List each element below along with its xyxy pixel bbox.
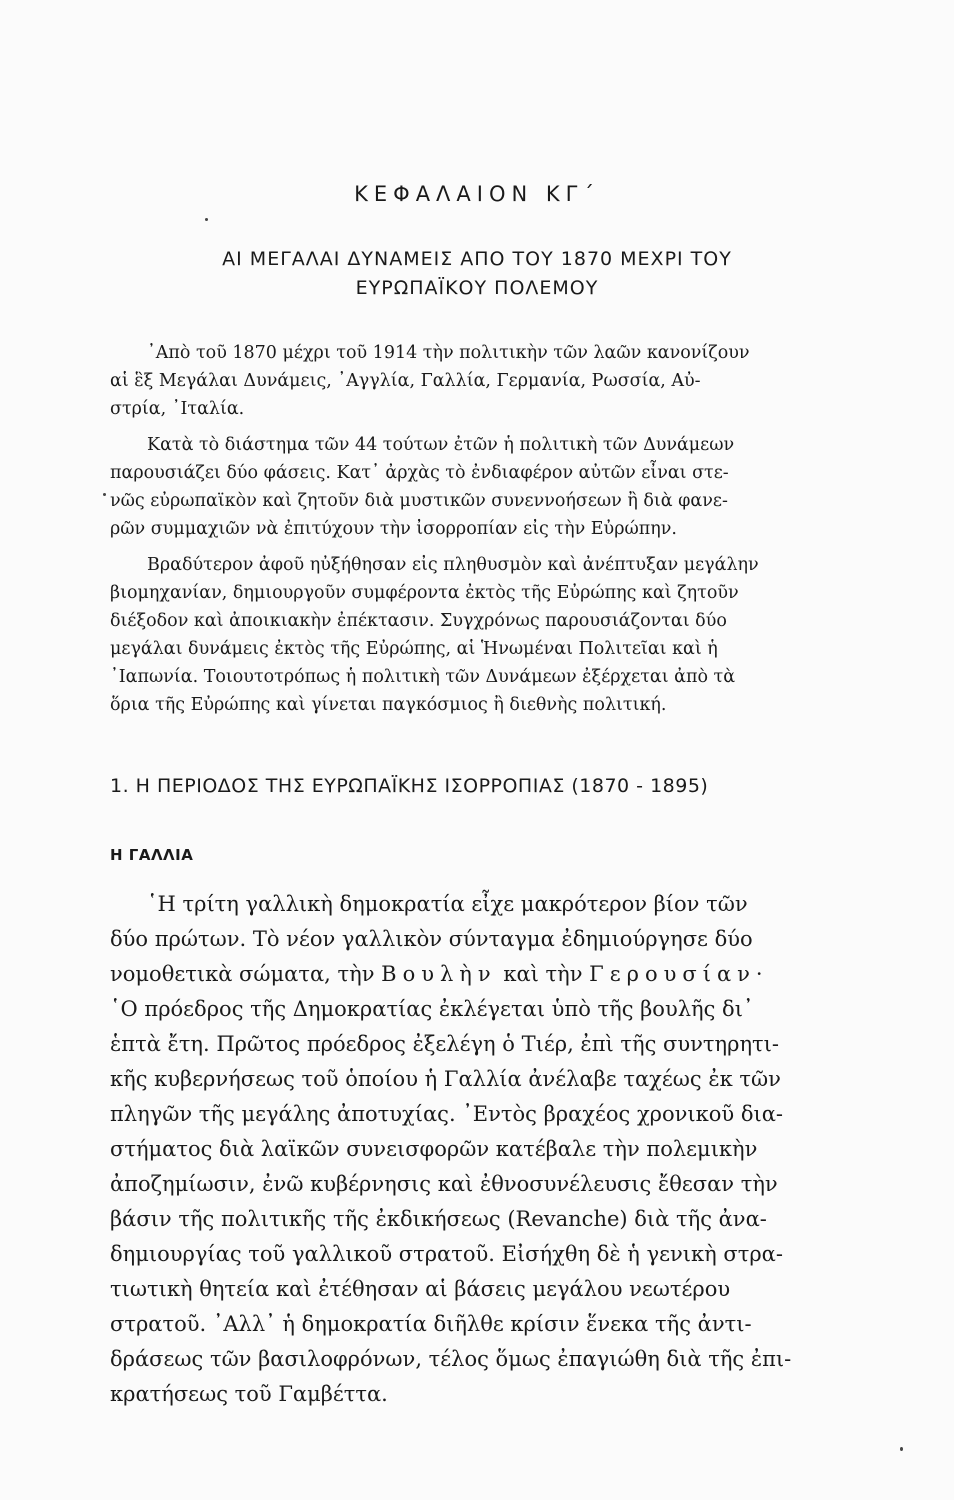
section-title: 1. Η ΠΕΡΙΟΔΟΣ ΤΗΣ ΕΥΡΩΠΑΪΚΗΣ ΙΣΟΡΡΟΠΙΑΣ (1870 - 1895) xyxy=(110,775,709,797)
body-line: ῾Ο πρόεδρος τῆς Δημοκρατίας ἐκλέγεται ὑπὸ τῆς βουλῆς δι᾿ xyxy=(110,997,754,1021)
intro-line: στρία, ᾿Ιταλία. xyxy=(110,399,245,419)
intro-line: διέξοδον καὶ ἀποικιακὴν ἐπέκτασιν. Συγχρόνως παρουσιάζονται δύο xyxy=(110,611,727,631)
intro-line: μεγάλαι δυνάμεις ἐκτὸς τῆς Εὐρώπης, αἱ Ἡνωμέναι Πολιτεῖαι καὶ ἡ xyxy=(110,639,718,659)
scan-speck xyxy=(103,493,106,496)
body-line: ἑπτὰ ἔτη. Πρῶτος πρόεδρος ἐξελέγη ὁ Τιέρ, ἐπὶ τῆς συντηρητι- xyxy=(110,1032,779,1056)
intro-line: ὅρια τῆς Εὐρώπης καὶ γίνεται παγκόσμιος ἢ διεθνὴς πολιτική. xyxy=(110,695,667,715)
body-line: ῾Η τρίτη γαλλικὴ δημοκρατία εἶχε μακρότερον βίον τῶν xyxy=(147,892,748,916)
body-line: δράσεως τῶν βασιλοφρόνων, τέλος ὅμως ἐπαγιώθη διὰ τῆς ἐπι- xyxy=(110,1347,792,1371)
body-line: τιωτικὴ θητεία καὶ ἐτέθησαν αἱ βάσεις μεγάλου νεωτέρου xyxy=(110,1277,731,1301)
body-line: πληγῶν τῆς μεγάλης ἀποτυχίας. ᾿Εντὸς βραχέος χρονικοῦ δια- xyxy=(110,1102,784,1126)
body-text-span: καὶ τὴν xyxy=(496,962,590,986)
emphasis-boule: Βουλὴν xyxy=(381,962,497,986)
body-line: δύο πρώτων. Τὸ νέον γαλλικὸν σύνταγμα ἐδημιούργησε δύο xyxy=(110,927,753,951)
body-line: κῆς κυβερνήσεως τοῦ ὁποίου ἡ Γαλλία ἀνέλαβε ταχέως ἐκ τῶν xyxy=(110,1067,781,1091)
body-line: στήματος διὰ λαϊκῶν συνεισφορῶν κατέβαλε τὴν πολεμικὴν xyxy=(110,1137,758,1161)
intro-line: Κατὰ τὸ διάστημα τῶν 44 τούτων ἐτῶν ἡ πολιτικὴ τῶν Δυνάμεων xyxy=(147,435,735,455)
scan-speck xyxy=(900,1447,903,1451)
intro-line: νῶς εὐρωπαϊκὸν καὶ ζητοῦν διὰ μυστικῶν συνεννοήσεων ἢ διὰ φανε- xyxy=(110,491,728,511)
intro-line: ρῶν συμμαχιῶν νὰ ἐπιτύχουν τὴν ἰσορροπίαν εἰς τὴν Εὐρώπην. xyxy=(110,519,677,539)
intro-line: Βραδύτερον ἀφοῦ ηὐξήθησαν εἰς πληθυσμὸν καὶ ἀνέπτυξαν μεγάλην xyxy=(147,555,759,575)
intro-line: παρουσιάζει δύο φάσεις. Κατ᾿ ἀρχὰς τὸ ἐνδιαφέρον αὐτῶν εἶναι στε- xyxy=(110,463,729,483)
intro-line: αἱ ἓξ Μεγάλαι Δυνάμεις, ᾿Αγγλία, Γαλλία, Γερμανία, Ρωσσία, Αὐ- xyxy=(110,371,701,391)
subsection-title: Η ΓΑΛΛΙΑ xyxy=(110,846,194,864)
chapter-title: ΚΕΦΑΛΑΙΟΝ ΚΓ΄ xyxy=(354,182,600,206)
body-line: κρατήσεως τοῦ Γαμβέττα. xyxy=(110,1382,388,1406)
intro-line: βιομηχανίαν, δημιουργοῦν συμφέροντα ἐκτὸς τῆς Εὐρώπης καὶ ζητοῦν xyxy=(110,583,739,603)
intro-line: ᾿Απὸ τοῦ 1870 μέχρι τοῦ 1914 τὴν πολιτικὴν τῶν λαῶν κανονίζουν xyxy=(147,343,750,363)
body-text-span: νομοθετικὰ σώματα, τὴν xyxy=(110,962,382,986)
intro-line: ᾿Ιαπωνία. Τοιουτοτρόπως ἡ πολιτικὴ τῶν Δυνάμεων ἐξέρχεται ἀπὸ τὰ xyxy=(110,667,736,687)
body-line: στρατοῦ. ᾿Αλλ᾿ ἡ δημοκρατία διῆλθε κρίσιν ἕνεκα τῆς ἀντι- xyxy=(110,1312,752,1336)
chapter-heading-line-1: ΑΙ ΜΕΓΑΛΑΙ ΔΥΝΑΜΕΙΣ ΑΠΟ ΤΟΥ 1870 ΜΕΧΡΙ ΤΟΥ xyxy=(222,248,732,270)
body-line: ἀποζημίωσιν, ἐνῶ κυβέρνησις καὶ ἐθνοσυνέλευσις ἔθεσαν τὴν xyxy=(110,1172,778,1196)
body-line: βάσιν τῆς πολιτικῆς τῆς ἐκδικήσεως (Revanche) διὰ τῆς ἀνα- xyxy=(110,1207,767,1231)
body-line xyxy=(110,957,769,991)
scan-speck xyxy=(205,218,208,221)
body-line: δημιουργίας τοῦ γαλλικοῦ στρατοῦ. Εἰσήχθη δὲ ἡ γενικὴ στρα- xyxy=(110,1242,783,1266)
chapter-heading-line-2: ΕΥΡΩΠΑΪΚΟΥ ΠΟΛΕΜΟΥ xyxy=(355,277,599,299)
emphasis-gerousia: Γερουσίαν· xyxy=(589,962,769,986)
